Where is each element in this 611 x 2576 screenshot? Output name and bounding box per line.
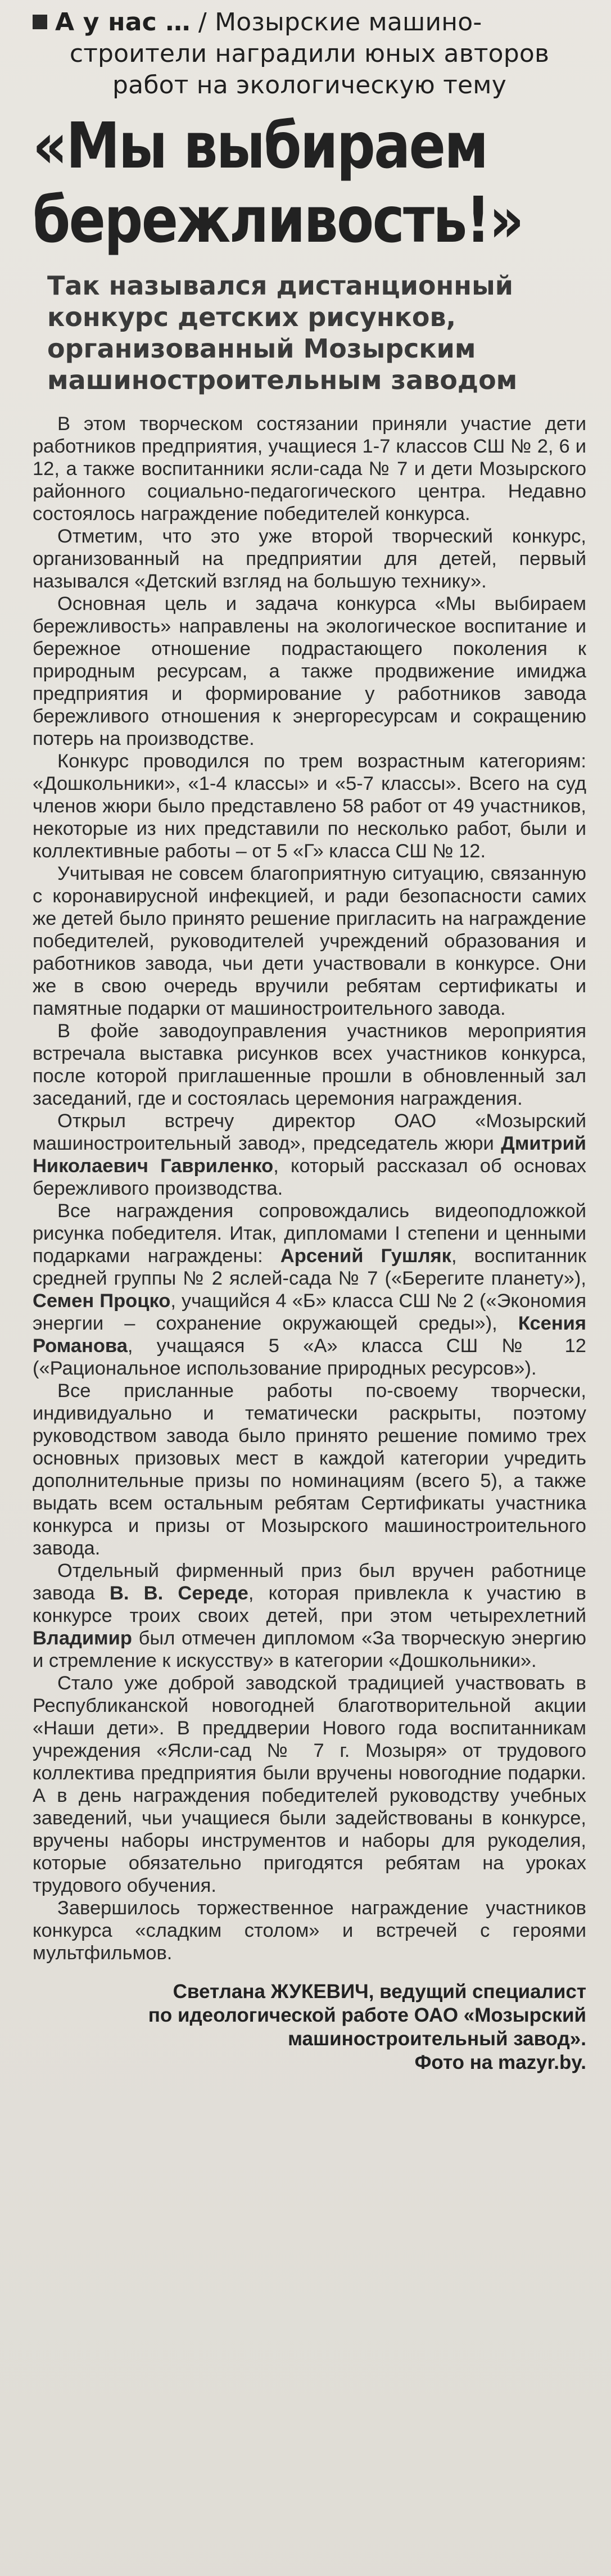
person-name-protsko: Семен Процко: [33, 1290, 171, 1312]
paragraph-6: В фойе заводоуправления участников мероприятия встречала выставка рисунков всех участников конкурса, после которой приглашенные прошли в обновленный зал заседаний, где и состоялась церемония награждения.: [33, 1020, 586, 1109]
rubric-separator: /: [198, 8, 207, 37]
paragraph-8-text-b: , воспитанник средней группы № 2 яслей-сада № 7 («Берегите планету»),: [33, 1245, 586, 1289]
person-name-vladimir: Владимир: [33, 1628, 132, 1649]
paragraph-10-text-c: был отмечен дипломом «За творческую энергию и стремление к искусству» в категории «Дошкольники».: [33, 1628, 586, 1671]
paragraph-11: Стало уже доброй заводской традицией участвовать в Республиканской новогодней благотворительной акции «Наши дети». В преддверии Нового года воспитанникам учреждения «Ясли-сад № 7 г. Мозыря» от трудового коллектива предприятия были вручены новогодние подарки. А в день награждения победителей руководству учебных заведений, чьи учащиеся были задействованы в конкурсе, вручены наборы инструментов и наборы для рукоделия, которые обязательно пригодятся ребятам на уроках трудового обучения.: [33, 1673, 586, 1896]
signature-line-1: Светлана ЖУКЕВИЧ, ведущий специалист: [173, 1981, 586, 2003]
paragraph-10-text-b: , которая привлекла к участию в конкурсе троих своих детей, при этом четырехлетний: [33, 1583, 587, 1626]
paragraph-10-text-a: Отдельный фирменный приз был вручен работнице завода: [33, 1560, 586, 1604]
person-name-sereda: В. В. Середе: [109, 1583, 248, 1604]
headline-line-2: бережливость!»: [33, 184, 523, 257]
article-body: [33, 413, 586, 1964]
paragraph-10: [33, 1560, 586, 1672]
paragraph-5: Учитывая не совсем благоприятную ситуацию, связанную с коронавирусной инфекцией, и ради безопасности самих же детей было принято решение пригласить на награждение победителей, руководителей учреждений образования и работников завода, чьи дети участвовали в конкурсе. Они же в свою очередь вручили ребятам сертификаты и памятные подарки от машиностроительного завода.: [33, 863, 586, 1019]
paragraph-8-text-a: Все награждения сопровождались видеоподложкой рисунка победителя. Итак, дипломами I степени и ценными подарками награждены:: [33, 1200, 586, 1267]
paragraph-7: [33, 1110, 586, 1200]
article-headline: [33, 109, 589, 257]
paragraph-8-text-d: , учащаяся 5 «А» класса СШ № 12 («Рациональное использование природных ресурсов»).: [33, 1335, 586, 1379]
paragraph-2: Отметим, что это уже второй творческий конкурс, организованный на предприятии для детей, первый назывался «Детский взгляд на большую технику».: [33, 526, 586, 592]
paragraph-7-text-b: , который рассказал об основах бережливого производства.: [33, 1155, 586, 1199]
square-bullet-icon: [33, 15, 47, 29]
paragraph-8-text-c: , учащийся 4 «Б» класса СШ № 2 («Экономия энергии – сохранение окружающей среды»),: [33, 1290, 586, 1334]
author-signature: [33, 1980, 586, 2075]
paragraph-9: Все присланные работы по-своему творчески, индивидуально и тематически раскрыты, поэтому руководством завода было принято решение помимо трех основных призовых мест в каждой категории учредить дополнительные призы по номинациям (всего 5), а также выдать всем остальным ребятам Сертификаты участника конкурса и призы от Мозырского машиностроительного завода.: [33, 1380, 586, 1559]
person-name-romanova: Ксения Романова: [33, 1313, 586, 1357]
person-name-gushlyak: Арсений Гушляк: [280, 1245, 451, 1267]
signature-line-3: машиностроительный завод».: [288, 2028, 586, 2050]
photo-credit: Фото на mazyr.by.: [414, 2051, 586, 2073]
paragraph-1: В этом творческом состязании приняли участие дети работников предприятия, учащиеся 1-7 классов СШ № 2, 6 и 12, а также воспитанники ясли-сада № 7 и дети Мозырского районного социально-педагогического центра. Недавно состоялось награждение победителей конкурса.: [33, 413, 586, 525]
article-subtitle: Так назывался дистанционный конкурс детских рисунков, организованный Мозырским машиностроительным заводом: [47, 270, 518, 395]
paragraph-12: Завершилось торжественное награждение участников конкурса «сладким столом» и встречей с героями мультфильмов.: [33, 1897, 586, 1964]
lead-first-line: Мозырские машино-: [215, 8, 482, 37]
signature-line-2: по идеологической работе ОАО «Мозырский: [148, 2004, 586, 2026]
lead-rest: строители наградили юных авторов работ на экологическую тему: [69, 39, 550, 100]
paragraph-8: [33, 1200, 586, 1380]
paragraph-4: Конкурс проводился по трем возрастным категориям: «Дошкольники», «1-4 классы» и «5-7 классы». Всего на суд членов жюри было представлено 58 работ от 49 участников, некоторые из них представили по несколько работ, были и коллективные работы – от 5 «Г» класса СШ № 12.: [33, 751, 586, 862]
paragraph-7-text-a: Открыл встречу директор ОАО «Мозырский машиностроительный завод», председатель жюри: [33, 1110, 586, 1154]
rubric-label: А у нас …: [55, 8, 191, 37]
person-name-gavrilenko: Дмитрий Николаевич Гавриленко: [33, 1133, 586, 1177]
paragraph-3: Основная цель и задача конкурса «Мы выбираем бережливость» направлены на экологическое воспитание и бережное отношение подрастающего поколения к природным ресурсам, а также продвижение имиджа предприятия и формирование у работников завода бережливого отношения к энергоресурсам и сокращению потерь на производстве.: [33, 593, 586, 749]
headline-line-1: «Мы выбираем: [33, 110, 487, 183]
rubric-header: [33, 7, 586, 101]
